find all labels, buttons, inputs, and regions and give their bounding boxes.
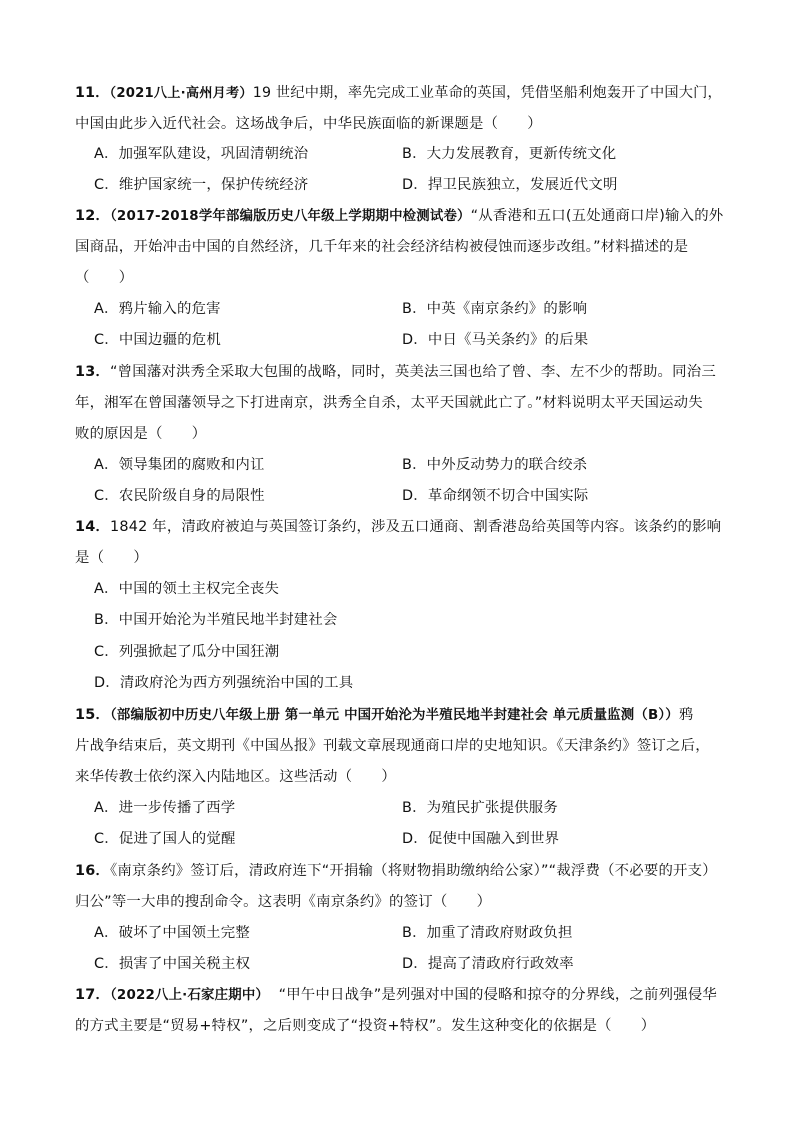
- option-b[interactable]: B．加重了清政府财政负担: [402, 925, 573, 941]
- option-c[interactable]: C．维护国家统一，保护传统经济: [94, 177, 309, 193]
- question-source: 2022八上·石家庄期中: [116, 988, 256, 1003]
- question-14-line-2: 是（ ）: [75, 550, 148, 566]
- option-c[interactable]: C．中国边疆的危机: [94, 332, 221, 348]
- question-13-line-2: 年，湘军在曾国藩领导之下打进南京，洪秀全自杀，太平天国就此亡了。”材料说明太平天国运动失: [75, 395, 703, 411]
- option-c[interactable]: C．损害了中国关税主权: [94, 956, 251, 972]
- question-13-line-3: 败的原因是（ ）: [75, 426, 207, 442]
- option-a[interactable]: A．鸦片输入的危害: [94, 301, 221, 317]
- question-number: 14．: [75, 519, 111, 535]
- option-a[interactable]: A．中国的领土主权完全丧失: [94, 581, 280, 597]
- option-c[interactable]: C．促进了国人的觉醒: [94, 831, 236, 847]
- question-text: 鸦: [678, 707, 694, 723]
- question-source: 2021八上·高州月考: [116, 86, 240, 101]
- option-a[interactable]: A．领导集团的腐败和内讧: [94, 457, 265, 473]
- question-11-line-1: 11．（2021八上·高州月考）19 世纪中期，率先完成工业革命的英国，凭借坚船利炮轰开了中国大门，: [75, 85, 722, 101]
- option-b[interactable]: B．中外反动势力的联合绞杀: [402, 457, 588, 473]
- question-17-line-1: 17．（2022八上·石家庄期中） “甲午中日战争”是列强对中国的侵略和掠夺的分界线，之前列强侵华: [75, 987, 718, 1003]
- question-17-line-2: 的方式主要是“贸易+特权”，之后则变成了“投资+特权”。发生这种变化的依据是（ ）: [75, 1018, 656, 1034]
- option-d[interactable]: D．促使中国融入到世界: [402, 831, 560, 847]
- option-d[interactable]: D．革命纲领不切合中国实际: [402, 488, 589, 504]
- question-13-line-1: [75, 357, 725, 388]
- question-number: 16．: [75, 863, 111, 879]
- option-b[interactable]: B．为殖民扩张提供服务: [402, 800, 558, 816]
- option-d[interactable]: D．中日《马关条约》的后果: [402, 332, 589, 348]
- option-d[interactable]: D．清政府沦为西方列强统治中国的工具: [94, 675, 354, 691]
- option-a[interactable]: A．破坏了中国领土完整: [94, 925, 250, 941]
- question-15-line-1: 15．（部编版初中历史八年级上册 第一单元 中国开始沦为半殖民地半封建社会 单元质量监测（B））鸦: [75, 707, 694, 723]
- question-number: 11．: [75, 85, 110, 101]
- option-a[interactable]: A．加强军队建设，巩固清朝统治: [94, 146, 309, 162]
- option-a[interactable]: A．进一步传播了西学: [94, 800, 236, 816]
- question-text: “曾国藩对洪秀全采取大包围的战略，同时，英美法三国也给了曾、李、左不少的帮助。同治三: [110, 364, 716, 380]
- question-number: 12．: [75, 208, 111, 224]
- question-16-line-1: [75, 856, 725, 887]
- option-b[interactable]: B．大力发展教育，更新传统文化: [402, 146, 617, 162]
- question-text: 19 世纪中期，率先完成工业革命的英国，凭借坚船利炮轰开了中国大门，: [252, 85, 722, 101]
- question-15-line-3: 来华传教士依约深入内陆地区。这些活动（ ）: [75, 769, 396, 785]
- question-12-line-3: （ ）: [75, 270, 134, 286]
- question-number: 17．: [75, 987, 111, 1003]
- question-text: 《南京条约》签订后，清政府连下“开捐输（将财物捐助缴纳给公家）”“裁浮费（不必要的开支）: [110, 863, 717, 879]
- question-text: “从香港和五口(五处通商口岸)输入的外: [470, 208, 724, 224]
- option-b[interactable]: B．中国开始沦为半殖民地半封建社会: [94, 612, 338, 628]
- option-c[interactable]: C．农民阶级自身的局限性: [94, 488, 265, 504]
- question-number: 13．: [75, 364, 111, 380]
- option-d[interactable]: D．提高了清政府行政效率: [402, 956, 574, 972]
- question-source: 部编版初中历史八年级上册 第一单元 中国开始沦为半殖民地半封建社会 单元质量监测（B）: [116, 708, 666, 723]
- option-d[interactable]: D．捍卫民族独立，发展近代文明: [402, 177, 618, 193]
- question-text: “甲午中日战争”是列强对中国的侵略和掠夺的分界线，之前列强侵华: [269, 987, 718, 1003]
- question-15-line-2: 片战争结束后，英文期刊《中国丛报》刊载文章展现通商口岸的史地知识。《天津条约》签订之后，: [75, 738, 710, 754]
- question-11-line-2: 中国由此步入近代社会。这场战争后，中华民族面临的新课题是（ ）: [75, 116, 542, 132]
- question-number: 15．: [75, 707, 111, 723]
- question-text: 1842 年，清政府被迫与英国签订条约，涉及五口通商、割香港岛给英国等内容。该条约的影响: [110, 519, 722, 535]
- question-12-line-2: 国商品，开始冲击中国的自然经济，几千年来的社会经济结构被侵蚀而逐步改组。”材料描述的是: [75, 239, 689, 255]
- question-14-line-1: [75, 512, 725, 543]
- question-source: 2017-2018学年部编版历史八年级上学期期中检测试卷: [116, 209, 458, 224]
- option-b[interactable]: B．中英《南京条约》的影响: [402, 301, 588, 317]
- option-c[interactable]: C．列强掀起了瓜分中国狂潮: [94, 644, 280, 660]
- question-16-line-2: 归公”等一大串的搜刮命令。这表明《南京条约》的签订（ ）: [75, 894, 492, 910]
- question-12-line-1: 12．（2017-2018学年部编版历史八年级上学期期中检测试卷）“从香港和五口(五处通商口岸)输入的外: [75, 208, 724, 224]
